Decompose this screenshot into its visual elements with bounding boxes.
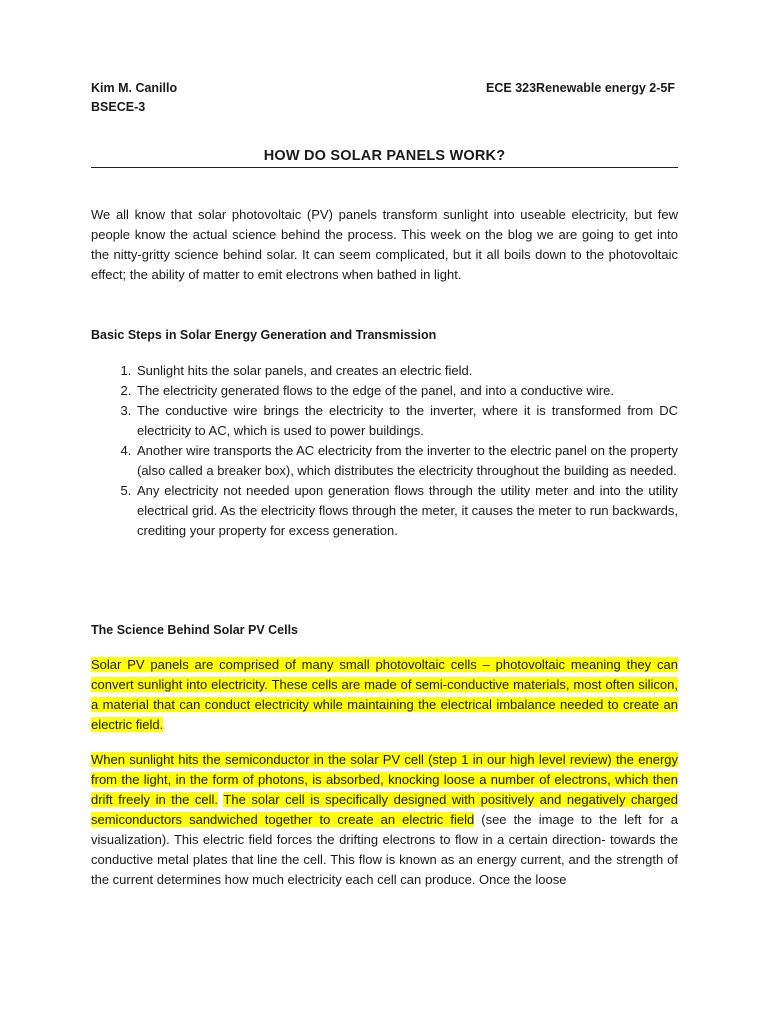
document-header	[91, 79, 678, 117]
highlighted-text: Solar PV panels are comprised of many small photovoltaic cells – photovoltaic meaning they can convert sunlight into electricity. These cells are made of semi-conductive materials, most often silicon, a material that can conduct electricity while maintaining the electrical imbalance needed to create an electric field.	[91, 657, 678, 732]
list-item: 4. Another wire transports the AC electricity from the inverter to the electric panel on the property (also called a breaker box), which distributes the electricity throughout the building as needed.	[135, 441, 678, 481]
document-title: HOW DO SOLAR PANELS WORK?	[91, 148, 678, 168]
course-label: ECE 323Renewable energy 2-5F	[486, 81, 675, 95]
author-name: Kim M. Canillo	[91, 81, 178, 95]
list-item: 5. Any electricity not needed upon generation flows through the utility meter and into the utility electrical grid. As the electricity flows through the meter, it causes the meter to run backwards, crediting your property for excess generation.	[135, 481, 678, 541]
science-heading: The Science Behind Solar PV Cells	[91, 623, 299, 637]
list-item: 3. The conductive wire brings the electricity to the inverter, where it is transformed from DC electricity to AC, which is used to power buildings.	[135, 401, 678, 441]
paragraph-text: (see the image to the left for a visualization). This electric field forces the drifting electrons to flow in a certain direction- towards the conductive metal plates that line the cell. This flow is known as an energy current, and the strength of the current determines how much electricity each cell can produce. Once the loose	[91, 812, 678, 887]
steps-heading: Basic Steps in Solar Energy Generation and Transmission	[91, 328, 437, 342]
author-section: BSECE-3	[91, 100, 146, 114]
highlighted-text: When sunlight hits the semiconductor in the solar PV cell (step 1 in our high level review) the energy from the light, in the form of photons, is absorbed, knocking loose a number of electrons, which then drift freely in the cell.	[91, 752, 678, 807]
science-paragraph-2	[91, 750, 678, 890]
science-paragraph-1	[91, 655, 678, 735]
intro-paragraph: We all know that solar photovoltaic (PV) panels transform sunlight into useable electricity, but few people know the actual science behind the process. This week on the blog we are going to get into the nitty-gritty science behind solar. It can seem complicated, but it all boils down to the photovoltaic effect; the ability of matter to emit electrons when bathed in light.	[91, 207, 678, 282]
highlighted-text: The solar cell is specifically designed with positively and negatively charged semiconductors sandwiched together to create an electric field	[91, 792, 678, 827]
list-item: 1. Sunlight hits the solar panels, and creates an electric field.	[135, 361, 678, 381]
steps-list	[91, 361, 678, 541]
list-item: 2. The electricity generated flows to the edge of the panel, and into a conductive wire.	[135, 381, 678, 401]
